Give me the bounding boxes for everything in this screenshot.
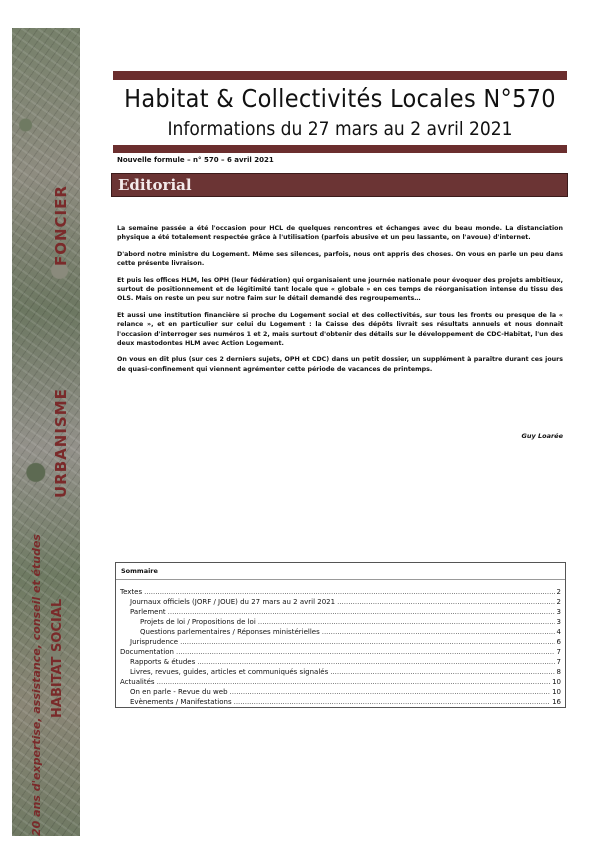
toc-entry[interactable] — [120, 657, 561, 667]
toc-entry-label: Actualités — [120, 678, 155, 686]
toc-entry[interactable] — [120, 617, 561, 627]
toc-entry-page: 8 — [556, 668, 561, 676]
toc-leader-dots — [157, 677, 551, 687]
toc-leader-dots — [337, 597, 554, 607]
toc-entry-page: 10 — [552, 688, 561, 696]
toc-entry[interactable] — [120, 587, 561, 597]
toc-leader-dots — [258, 617, 555, 627]
toc-entry-page: 7 — [556, 648, 561, 656]
toc-entry-label: Parlement — [130, 608, 166, 616]
toc-entry-label: Projets de loi / Propositions de loi — [140, 618, 256, 626]
sidebar-label-urbanisme: URBANISME — [52, 388, 70, 498]
toc-entry-page: 10 — [552, 678, 561, 686]
toc-entry[interactable] — [120, 647, 561, 657]
header-bottom-rule — [113, 145, 567, 153]
toc-entry-page: 7 — [556, 658, 561, 666]
table-of-contents — [120, 587, 561, 707]
toc-leader-dots — [230, 687, 551, 697]
header-top-rule — [113, 71, 567, 80]
toc-leader-dots — [234, 697, 550, 707]
toc-entry[interactable] — [120, 637, 561, 647]
toc-entry-label: Journaux officiels (JORF / JOUE) du 27 mars au 2 avril 2021 — [130, 598, 336, 606]
issue-line: Nouvelle formule – n° 570 – 6 avril 2021 — [117, 156, 274, 164]
editorial-paragraph: On vous en dit plus (sur ces 2 derniers sujets, OPH et CDC) dans un petit dossier, un supplément à paraître durant ces jours de quasi-confinement qui viennent agrémenter cette période de vacances de printemps. — [117, 356, 563, 373]
toc-leader-dots — [144, 587, 554, 597]
editorial-paragraph: Et puis les offices HLM, les OPH (leur fédération) qui organisaient une journée nationale pour évoquer des projets ambitieux, surtout de positionnement et de légitimité tant locale que « globale » en ces temps de réorganisation intense du tissu des OLS. Mais on reste un peu sur notre faim sur le détail demandé des regroupements… — [117, 276, 563, 303]
editorial-paragraph: D'abord notre ministre du Logement. Même ses silences, parfois, nous ont appris des choses. On vous en parle un peu dans cette présente livraison. — [117, 250, 563, 268]
toc-entry[interactable] — [120, 697, 561, 707]
toc-entry-label: Rapports & études — [130, 658, 196, 666]
toc-leader-dots — [168, 607, 555, 617]
toc-entry[interactable] — [120, 597, 561, 607]
toc-entry-label: Questions parlementaires / Réponses ministérielles — [140, 628, 320, 636]
toc-entry[interactable] — [120, 627, 561, 637]
toc-leader-dots — [176, 647, 555, 657]
toc-entry-label: Livres, revues, guides, articles et communiqués signalés — [130, 668, 329, 676]
toc-leader-dots — [322, 627, 555, 637]
editorial-heading: Editorial — [118, 176, 192, 194]
toc-leader-dots — [330, 667, 554, 677]
toc-entry[interactable] — [120, 667, 561, 677]
toc-entry-label: Documentation — [120, 648, 174, 656]
toc-entry[interactable] — [120, 677, 561, 687]
editorial-body — [117, 224, 563, 381]
sidebar-tagline: 20 ans d'expertise, assistance, conseil et études — [30, 534, 43, 836]
editorial-banner — [111, 173, 568, 197]
toc-entry-page: 3 — [556, 608, 561, 616]
toc-leader-dots — [197, 657, 554, 667]
toc-entry-page: 2 — [556, 588, 561, 596]
toc-entry-page: 3 — [556, 618, 561, 626]
toc-entry-label: On en parle - Revue du web — [130, 688, 228, 696]
toc-entry-page: 4 — [556, 628, 561, 636]
summary-title: Sommaire — [121, 567, 158, 575]
toc-entry-label: Textes — [120, 588, 143, 596]
toc-leader-dots — [180, 637, 554, 647]
editorial-paragraph: La semaine passée a été l'occasion pour HCL de quelques rencontres et échanges avec du beau monde. La distanciation physique a été totalement respectée grâce à l'utilisation (parfois abusive et un peu lassante, on l'avoue) d'internet. — [117, 225, 563, 242]
toc-entry-page: 6 — [556, 638, 561, 646]
sidebar-label-habitat-social: HABITAT SOCIAL — [50, 598, 65, 718]
toc-entry-label: Jurisprudence — [130, 638, 179, 646]
toc-entry-label: Evènements / Manifestations — [130, 698, 232, 706]
sidebar-label-foncier: FONCIER — [52, 185, 70, 266]
summary-box — [115, 562, 566, 708]
toc-entry-page: 16 — [552, 698, 561, 706]
toc-entry-page: 2 — [556, 598, 561, 606]
toc-entry[interactable] — [120, 687, 561, 697]
editorial-signature: Guy Loarée — [521, 432, 563, 440]
newsletter-subtitle: Informations du 27 mars au 2 avril 2021 — [167, 118, 513, 140]
aerial-photo-sidebar — [12, 28, 80, 836]
newsletter-title: Habitat & Collectivités Locales N°570 — [124, 84, 556, 113]
editorial-paragraph: Et aussi une institution financière si proche du Logement social et des collectivités, sur tous les fronts ou presque de la « relance », et en particulier sur celui du Logement : la Caisse des dépôts livrait ses résultats annuels et nous donnait l'occasion d'interroger ses numéros 1 et 2, mais surtout d'obtenir des détails sur le développement de CDC-Habitat, l'un des deux mastodontes HLM avec Action Logement. — [117, 311, 563, 348]
summary-divider — [116, 579, 565, 580]
toc-entry[interactable] — [120, 607, 561, 617]
